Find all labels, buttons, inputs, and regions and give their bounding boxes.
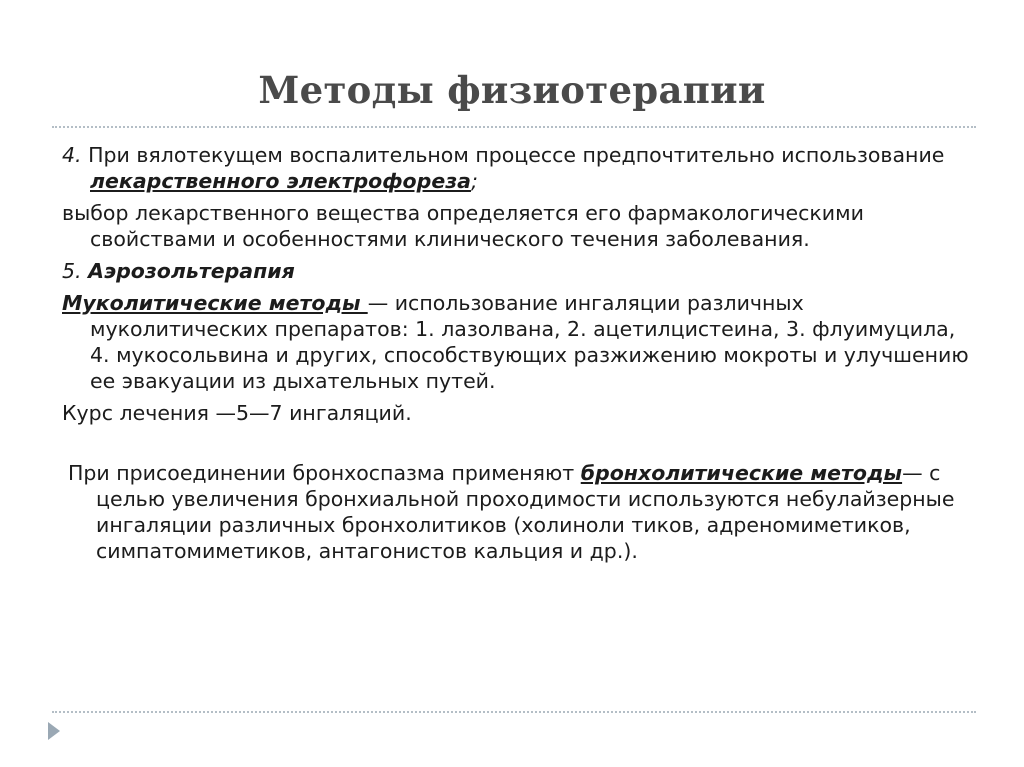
item-number-4: 4. bbox=[62, 143, 82, 167]
paragraph-bronchospasm bbox=[62, 460, 977, 564]
paragraph-aerosol-heading bbox=[62, 258, 977, 284]
paragraph-electrophoresis bbox=[62, 142, 977, 194]
term-mucolytic-methods: Муколитические методы bbox=[62, 291, 368, 315]
slide-body bbox=[62, 142, 977, 570]
paragraph-course: Курс лечения —5—7 ингаляций. bbox=[62, 401, 412, 425]
slide-title: Методы физиотерапии bbox=[258, 68, 766, 112]
paragraph-drug-choice: выбор лекарственного вещества определяется его фармакологическими свойствами и особенностями клинического течения заболевания. bbox=[62, 201, 864, 251]
aerosol-therapy-label: Аэрозольтерапия bbox=[88, 259, 295, 283]
footer-divider bbox=[52, 711, 976, 713]
punctuation: ; bbox=[470, 169, 478, 193]
paragraph-text: При вялотекущем воспалительном процессе предпочтительно использование bbox=[81, 143, 945, 167]
term-electrophoresis: лекарственного электрофореза bbox=[90, 169, 471, 193]
paragraph-text: — использование ингаляции различных муколитических препаратов: 1. лазолвана, 2. ацетилцистеина, 3. флуимуцила, 4. мукосольвина и других, способствующих разжижению мокроты и улучшению ее эвакуации из дыхательных путей. bbox=[90, 291, 969, 393]
paragraph-text: При присоединении бронхоспазма применяют bbox=[68, 461, 581, 485]
paragraph-text: — с целью увеличения бронхиальной проходимости используются небулайзерные ингаляции различных бронхолитиков (холиноли тиков, адреномиметиков, симпатомиметиков, антагонистов кальция и др.). bbox=[96, 461, 955, 563]
paragraph-mucolytic bbox=[62, 290, 977, 394]
triangle-marker-icon bbox=[48, 722, 60, 740]
item-number-5: 5. bbox=[62, 259, 82, 283]
title-divider bbox=[52, 126, 976, 128]
term-bronchodilator-methods: бронхолитические методы bbox=[580, 461, 903, 485]
